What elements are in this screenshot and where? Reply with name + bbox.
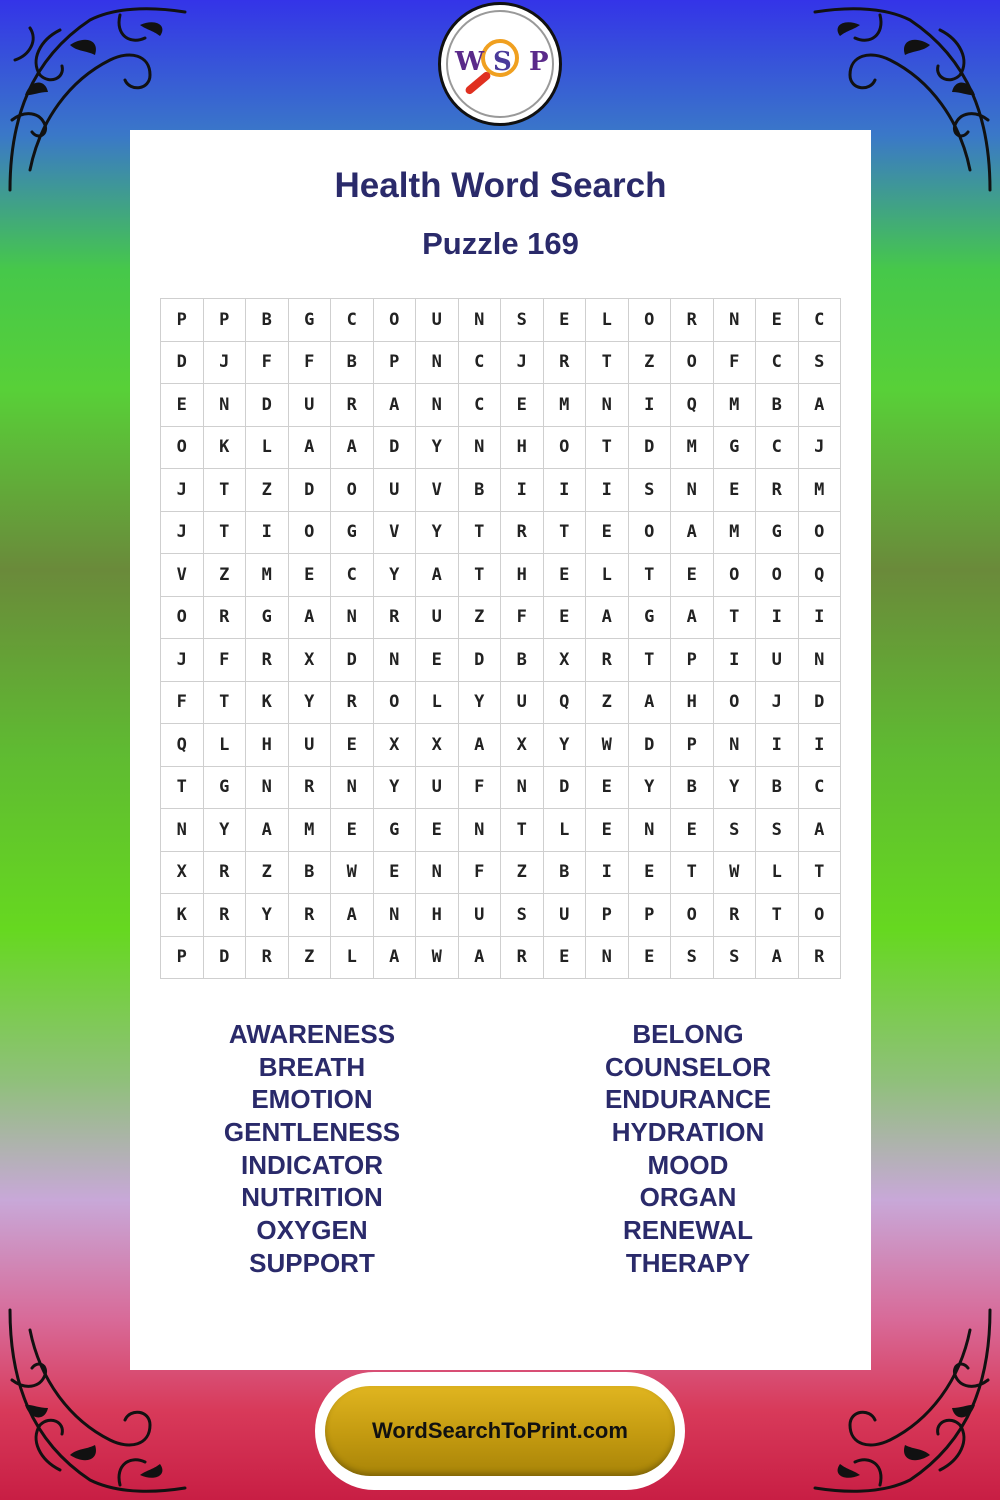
grid-cell[interactable]: R bbox=[671, 299, 714, 342]
grid-cell[interactable]: H bbox=[246, 724, 289, 767]
grid-cell[interactable]: Z bbox=[459, 597, 502, 640]
grid-cell[interactable]: O bbox=[671, 894, 714, 937]
grid-cell[interactable]: H bbox=[501, 427, 544, 470]
grid-cell[interactable]: R bbox=[756, 469, 799, 512]
grid-cell[interactable]: N bbox=[416, 342, 459, 385]
word-item: EMOTION bbox=[251, 1084, 373, 1115]
grid-cell[interactable]: N bbox=[799, 639, 842, 682]
grid-cell[interactable]: Q bbox=[671, 384, 714, 427]
grid-cell[interactable]: B bbox=[756, 767, 799, 810]
grid-cell[interactable]: U bbox=[416, 767, 459, 810]
grid-cell[interactable]: Y bbox=[416, 427, 459, 470]
grid-cell[interactable]: X bbox=[161, 852, 204, 895]
grid-cell[interactable]: W bbox=[586, 724, 629, 767]
grid-cell[interactable]: A bbox=[671, 512, 714, 555]
grid-cell[interactable]: T bbox=[459, 554, 502, 597]
grid-cell[interactable]: A bbox=[289, 427, 332, 470]
grid-cell[interactable]: R bbox=[501, 937, 544, 980]
grid-cell[interactable]: D bbox=[544, 767, 587, 810]
grid-cell[interactable]: C bbox=[331, 554, 374, 597]
site-link[interactable]: WordSearchToPrint.com bbox=[325, 1386, 675, 1476]
wsp-logo[interactable] bbox=[438, 2, 562, 126]
grid-cell[interactable]: Y bbox=[374, 554, 417, 597]
word-item: GENTLENESS bbox=[223, 1117, 401, 1148]
grid-cell[interactable]: S bbox=[756, 809, 799, 852]
grid-cell[interactable]: N bbox=[714, 724, 757, 767]
grid-cell[interactable]: Z bbox=[501, 852, 544, 895]
grid-cell[interactable]: E bbox=[331, 724, 374, 767]
grid-cell[interactable]: N bbox=[204, 384, 247, 427]
grid-cell[interactable]: D bbox=[459, 639, 502, 682]
grid-cell[interactable]: Y bbox=[544, 724, 587, 767]
grid-cell[interactable]: I bbox=[544, 469, 587, 512]
grid-cell[interactable]: E bbox=[374, 852, 417, 895]
grid-cell[interactable]: A bbox=[799, 809, 842, 852]
grid-cell[interactable]: I bbox=[799, 597, 842, 640]
grid-cell[interactable]: Z bbox=[246, 852, 289, 895]
grid-cell[interactable]: T bbox=[799, 852, 842, 895]
grid-cell[interactable]: K bbox=[161, 894, 204, 937]
grid-cell[interactable]: S bbox=[714, 809, 757, 852]
grid-cell[interactable]: I bbox=[756, 597, 799, 640]
grid-cell[interactable]: J bbox=[501, 342, 544, 385]
logo-letter-p: P bbox=[529, 47, 549, 77]
grid-cell[interactable]: E bbox=[671, 554, 714, 597]
grid-cell[interactable]: Y bbox=[714, 767, 757, 810]
word-list-right bbox=[528, 1018, 848, 1280]
grid-cell[interactable]: A bbox=[586, 597, 629, 640]
grid-cell[interactable]: T bbox=[204, 469, 247, 512]
grid-cell[interactable]: N bbox=[714, 299, 757, 342]
grid-cell[interactable]: O bbox=[161, 427, 204, 470]
word-item: COUNSELOR bbox=[604, 1051, 772, 1082]
grid-cell[interactable]: D bbox=[629, 724, 672, 767]
grid-cell[interactable]: Y bbox=[204, 809, 247, 852]
grid-cell[interactable]: D bbox=[629, 427, 672, 470]
grid-cell[interactable]: E bbox=[714, 469, 757, 512]
grid-cell[interactable]: M bbox=[714, 384, 757, 427]
grid-cell[interactable]: D bbox=[161, 342, 204, 385]
grid-cell[interactable]: I bbox=[629, 384, 672, 427]
grid-cell[interactable]: T bbox=[629, 554, 672, 597]
grid-cell[interactable]: E bbox=[629, 937, 672, 980]
grid-cell[interactable]: C bbox=[459, 384, 502, 427]
grid-cell[interactable]: Q bbox=[544, 682, 587, 725]
grid-cell[interactable]: P bbox=[161, 299, 204, 342]
grid-cell[interactable]: P bbox=[161, 937, 204, 980]
grid-cell[interactable]: E bbox=[416, 639, 459, 682]
grid-cell[interactable]: A bbox=[799, 384, 842, 427]
grid-cell[interactable]: Q bbox=[161, 724, 204, 767]
grid-cell[interactable]: A bbox=[416, 554, 459, 597]
logo-letter-w: W bbox=[455, 47, 485, 77]
grid-cell[interactable]: N bbox=[629, 809, 672, 852]
grid-cell[interactable]: E bbox=[544, 597, 587, 640]
grid-cell[interactable]: T bbox=[459, 512, 502, 555]
grid-cell[interactable]: U bbox=[416, 597, 459, 640]
grid-cell[interactable]: O bbox=[799, 512, 842, 555]
grid-cell[interactable]: L bbox=[416, 682, 459, 725]
grid-cell[interactable]: Z bbox=[204, 554, 247, 597]
grid-cell[interactable]: Y bbox=[459, 682, 502, 725]
grid-cell[interactable]: Y bbox=[246, 894, 289, 937]
grid-cell[interactable]: V bbox=[161, 554, 204, 597]
grid-cell[interactable]: E bbox=[671, 809, 714, 852]
grid-cell[interactable]: A bbox=[629, 682, 672, 725]
grid-cell[interactable]: P bbox=[671, 724, 714, 767]
grid-cell[interactable]: O bbox=[799, 894, 842, 937]
grid-cell[interactable]: R bbox=[289, 767, 332, 810]
grid-cell[interactable]: D bbox=[331, 639, 374, 682]
grid-cell[interactable]: C bbox=[799, 299, 842, 342]
grid-cell[interactable]: N bbox=[586, 384, 629, 427]
grid-cell[interactable]: N bbox=[161, 809, 204, 852]
grid-cell[interactable]: U bbox=[544, 894, 587, 937]
grid-cell[interactable]: X bbox=[416, 724, 459, 767]
grid-cell[interactable]: F bbox=[459, 852, 502, 895]
grid-cell[interactable]: W bbox=[714, 852, 757, 895]
grid-cell[interactable]: F bbox=[459, 767, 502, 810]
grid-cell[interactable]: O bbox=[331, 469, 374, 512]
grid-cell[interactable]: K bbox=[246, 682, 289, 725]
grid-cell[interactable]: X bbox=[501, 724, 544, 767]
grid-cell[interactable]: S bbox=[501, 299, 544, 342]
grid-cell[interactable]: B bbox=[331, 342, 374, 385]
word-item: AWARENESS bbox=[228, 1019, 396, 1049]
grid-cell[interactable]: Z bbox=[629, 342, 672, 385]
grid-cell[interactable]: P bbox=[374, 342, 417, 385]
grid-cell[interactable]: J bbox=[204, 342, 247, 385]
word-item: ORGAN bbox=[639, 1182, 737, 1213]
grid-cell[interactable]: N bbox=[374, 639, 417, 682]
grid-cell[interactable]: S bbox=[714, 937, 757, 980]
grid-cell[interactable]: F bbox=[714, 342, 757, 385]
letter-grid bbox=[160, 298, 841, 979]
grid-cell[interactable]: E bbox=[161, 384, 204, 427]
grid-cell[interactable]: M bbox=[714, 512, 757, 555]
grid-cell[interactable]: N bbox=[374, 894, 417, 937]
grid-cell[interactable]: B bbox=[459, 469, 502, 512]
grid-cell[interactable]: L bbox=[246, 427, 289, 470]
grid-cell[interactable]: L bbox=[586, 554, 629, 597]
grid-cell[interactable]: R bbox=[204, 597, 247, 640]
grid-cell[interactable]: N bbox=[671, 469, 714, 512]
grid-cell[interactable]: R bbox=[331, 682, 374, 725]
grid-cell[interactable]: A bbox=[459, 937, 502, 980]
grid-cell[interactable]: M bbox=[799, 469, 842, 512]
grid-cell[interactable]: E bbox=[586, 512, 629, 555]
grid-cell[interactable]: V bbox=[374, 512, 417, 555]
grid-cell[interactable]: F bbox=[289, 342, 332, 385]
grid-cell[interactable]: O bbox=[671, 342, 714, 385]
word-item: INDICATOR bbox=[240, 1149, 384, 1180]
grid-cell[interactable]: B bbox=[756, 384, 799, 427]
grid-cell[interactable]: B bbox=[671, 767, 714, 810]
grid-cell[interactable]: O bbox=[629, 512, 672, 555]
grid-cell[interactable]: H bbox=[416, 894, 459, 937]
puzzle-card bbox=[130, 130, 871, 1370]
word-item: MOOD bbox=[647, 1149, 729, 1180]
grid-cell[interactable]: G bbox=[331, 512, 374, 555]
word-list-left bbox=[152, 1018, 472, 1280]
grid-cell[interactable]: Y bbox=[416, 512, 459, 555]
grid-cell[interactable]: B bbox=[246, 299, 289, 342]
grid-cell[interactable]: C bbox=[756, 342, 799, 385]
grid-cell[interactable]: O bbox=[756, 554, 799, 597]
grid-cell[interactable]: R bbox=[204, 852, 247, 895]
grid-cell[interactable]: A bbox=[671, 597, 714, 640]
grid-cell[interactable]: O bbox=[714, 682, 757, 725]
grid-cell[interactable]: U bbox=[756, 639, 799, 682]
grid-cell[interactable]: E bbox=[586, 767, 629, 810]
grid-cell[interactable]: C bbox=[331, 299, 374, 342]
word-item: THERAPY bbox=[625, 1247, 751, 1278]
grid-cell[interactable]: I bbox=[501, 469, 544, 512]
grid-cell[interactable]: J bbox=[161, 639, 204, 682]
page-title: Health Word Search bbox=[334, 166, 667, 205]
grid-cell[interactable]: H bbox=[671, 682, 714, 725]
grid-cell[interactable]: I bbox=[714, 639, 757, 682]
grid-cell[interactable]: T bbox=[544, 512, 587, 555]
grid-cell[interactable]: N bbox=[416, 852, 459, 895]
grid-cell[interactable]: A bbox=[756, 937, 799, 980]
grid-cell[interactable]: T bbox=[204, 512, 247, 555]
grid-cell[interactable]: N bbox=[416, 384, 459, 427]
grid-cell[interactable]: C bbox=[756, 427, 799, 470]
grid-cell[interactable]: B bbox=[289, 852, 332, 895]
grid-cell[interactable]: E bbox=[756, 299, 799, 342]
puzzle-number: Puzzle 169 bbox=[422, 226, 579, 261]
grid-cell[interactable]: N bbox=[459, 427, 502, 470]
word-item: BELONG bbox=[632, 1019, 744, 1049]
grid-cell[interactable]: W bbox=[416, 937, 459, 980]
grid-cell[interactable]: E bbox=[331, 809, 374, 852]
grid-cell[interactable]: J bbox=[161, 469, 204, 512]
grid-cell[interactable]: L bbox=[756, 852, 799, 895]
grid-cell[interactable]: N bbox=[246, 767, 289, 810]
grid-cell[interactable]: T bbox=[629, 639, 672, 682]
grid-cell[interactable]: T bbox=[586, 342, 629, 385]
grid-cell[interactable]: I bbox=[586, 852, 629, 895]
grid-cell[interactable]: P bbox=[204, 299, 247, 342]
grid-cell[interactable]: P bbox=[629, 894, 672, 937]
grid-cell[interactable]: D bbox=[204, 937, 247, 980]
grid-cell[interactable]: S bbox=[501, 894, 544, 937]
grid-cell[interactable]: U bbox=[416, 299, 459, 342]
grid-cell[interactable]: T bbox=[501, 809, 544, 852]
footer-badge bbox=[315, 1372, 685, 1490]
grid-cell[interactable]: W bbox=[331, 852, 374, 895]
grid-cell[interactable]: N bbox=[459, 809, 502, 852]
grid-cell[interactable]: U bbox=[374, 469, 417, 512]
grid-cell[interactable]: S bbox=[671, 937, 714, 980]
grid-cell[interactable]: R bbox=[501, 512, 544, 555]
grid-cell[interactable]: Y bbox=[374, 767, 417, 810]
grid-cell[interactable]: A bbox=[246, 809, 289, 852]
grid-cell[interactable]: C bbox=[459, 342, 502, 385]
grid-cell[interactable]: J bbox=[161, 512, 204, 555]
grid-cell[interactable]: L bbox=[586, 299, 629, 342]
grid-cell[interactable]: D bbox=[799, 682, 842, 725]
grid-cell[interactable]: E bbox=[629, 852, 672, 895]
grid-cell[interactable]: M bbox=[246, 554, 289, 597]
grid-cell[interactable]: Z bbox=[289, 937, 332, 980]
grid-cell[interactable]: A bbox=[459, 724, 502, 767]
grid-cell[interactable]: O bbox=[629, 299, 672, 342]
grid-cell[interactable]: M bbox=[289, 809, 332, 852]
grid-cell[interactable]: N bbox=[586, 937, 629, 980]
grid-cell[interactable]: G bbox=[204, 767, 247, 810]
word-item: RENEWAL bbox=[623, 1215, 753, 1246]
grid-cell[interactable]: B bbox=[544, 852, 587, 895]
grid-cell[interactable]: I bbox=[586, 469, 629, 512]
grid-cell[interactable]: G bbox=[756, 512, 799, 555]
grid-cell[interactable]: O bbox=[374, 299, 417, 342]
grid-cell[interactable]: G bbox=[374, 809, 417, 852]
grid-cell[interactable]: S bbox=[629, 469, 672, 512]
grid-cell[interactable]: U bbox=[289, 724, 332, 767]
grid-cell[interactable]: O bbox=[289, 512, 332, 555]
grid-cell[interactable]: N bbox=[331, 597, 374, 640]
grid-cell[interactable]: R bbox=[374, 597, 417, 640]
grid-cell[interactable]: C bbox=[799, 767, 842, 810]
grid-cell[interactable]: T bbox=[714, 597, 757, 640]
grid-cell[interactable]: G bbox=[246, 597, 289, 640]
grid-cell[interactable]: Z bbox=[246, 469, 289, 512]
grid-cell[interactable]: X bbox=[374, 724, 417, 767]
grid-cell[interactable]: L bbox=[204, 724, 247, 767]
grid-cell[interactable]: R bbox=[204, 894, 247, 937]
grid-cell[interactable]: X bbox=[289, 639, 332, 682]
word-item: SUPPORT bbox=[249, 1247, 375, 1278]
grid-cell[interactable]: G bbox=[629, 597, 672, 640]
grid-cell[interactable]: O bbox=[374, 682, 417, 725]
word-item: OXYGEN bbox=[256, 1215, 368, 1246]
grid-cell[interactable]: L bbox=[331, 937, 374, 980]
grid-cell[interactable]: S bbox=[799, 342, 842, 385]
grid-cell[interactable]: U bbox=[501, 682, 544, 725]
grid-cell[interactable]: P bbox=[671, 639, 714, 682]
grid-cell[interactable]: O bbox=[544, 427, 587, 470]
grid-cell[interactable]: F bbox=[246, 342, 289, 385]
grid-cell[interactable]: T bbox=[586, 427, 629, 470]
grid-cell[interactable]: D bbox=[289, 469, 332, 512]
grid-cell[interactable]: E bbox=[544, 299, 587, 342]
grid-cell[interactable]: Q bbox=[799, 554, 842, 597]
grid-cell[interactable]: J bbox=[799, 427, 842, 470]
grid-cell[interactable]: Y bbox=[289, 682, 332, 725]
grid-cell[interactable]: N bbox=[459, 299, 502, 342]
grid-cell[interactable]: J bbox=[756, 682, 799, 725]
grid-cell[interactable]: R bbox=[246, 639, 289, 682]
grid-cell[interactable]: F bbox=[204, 639, 247, 682]
grid-cell[interactable]: R bbox=[289, 894, 332, 937]
grid-cell[interactable]: N bbox=[331, 767, 374, 810]
grid-cell[interactable]: M bbox=[544, 384, 587, 427]
grid-cell[interactable]: T bbox=[204, 682, 247, 725]
grid-cell[interactable]: O bbox=[161, 597, 204, 640]
grid-cell[interactable]: R bbox=[544, 342, 587, 385]
grid-cell[interactable]: F bbox=[161, 682, 204, 725]
grid-cell[interactable]: A bbox=[331, 894, 374, 937]
grid-cell[interactable]: R bbox=[799, 937, 842, 980]
grid-cell[interactable]: E bbox=[544, 937, 587, 980]
grid-cell[interactable]: L bbox=[544, 809, 587, 852]
grid-cell[interactable]: I bbox=[799, 724, 842, 767]
grid-cell[interactable]: M bbox=[671, 427, 714, 470]
grid-cell[interactable]: G bbox=[714, 427, 757, 470]
grid-cell[interactable]: A bbox=[331, 427, 374, 470]
word-item: BREATH bbox=[258, 1051, 366, 1082]
grid-cell[interactable]: F bbox=[501, 597, 544, 640]
grid-cell[interactable]: B bbox=[501, 639, 544, 682]
grid-cell[interactable]: U bbox=[459, 894, 502, 937]
grid-cell[interactable]: O bbox=[714, 554, 757, 597]
word-item: ENDURANCE bbox=[604, 1084, 772, 1115]
grid-cell[interactable]: V bbox=[416, 469, 459, 512]
grid-cell[interactable]: A bbox=[374, 384, 417, 427]
grid-cell[interactable]: I bbox=[756, 724, 799, 767]
grid-cell[interactable]: Y bbox=[629, 767, 672, 810]
grid-cell[interactable]: I bbox=[246, 512, 289, 555]
grid-cell[interactable]: U bbox=[289, 384, 332, 427]
word-item: NUTRITION bbox=[241, 1182, 383, 1213]
grid-cell[interactable]: E bbox=[544, 554, 587, 597]
grid-cell[interactable]: K bbox=[204, 427, 247, 470]
grid-cell[interactable]: G bbox=[289, 299, 332, 342]
grid-cell[interactable]: T bbox=[756, 894, 799, 937]
grid-cell[interactable]: D bbox=[246, 384, 289, 427]
grid-cell[interactable]: R bbox=[714, 894, 757, 937]
grid-cell[interactable]: E bbox=[416, 809, 459, 852]
grid-cell[interactable]: H bbox=[501, 554, 544, 597]
grid-cell[interactable]: D bbox=[374, 427, 417, 470]
grid-cell[interactable]: T bbox=[671, 852, 714, 895]
grid-cell[interactable]: N bbox=[501, 767, 544, 810]
grid-cell[interactable]: R bbox=[331, 384, 374, 427]
grid-cell[interactable]: T bbox=[161, 767, 204, 810]
grid-cell[interactable]: Z bbox=[586, 682, 629, 725]
grid-cell[interactable]: R bbox=[586, 639, 629, 682]
grid-cell[interactable]: A bbox=[374, 937, 417, 980]
grid-cell[interactable]: P bbox=[586, 894, 629, 937]
grid-cell[interactable]: A bbox=[289, 597, 332, 640]
grid-cell[interactable]: E bbox=[501, 384, 544, 427]
logo-letter-s: S bbox=[493, 47, 512, 77]
grid-cell[interactable]: R bbox=[246, 937, 289, 980]
word-item: HYDRATION bbox=[611, 1117, 765, 1148]
grid-cell[interactable]: X bbox=[544, 639, 587, 682]
grid-cell[interactable]: E bbox=[289, 554, 332, 597]
grid-cell[interactable]: E bbox=[586, 809, 629, 852]
